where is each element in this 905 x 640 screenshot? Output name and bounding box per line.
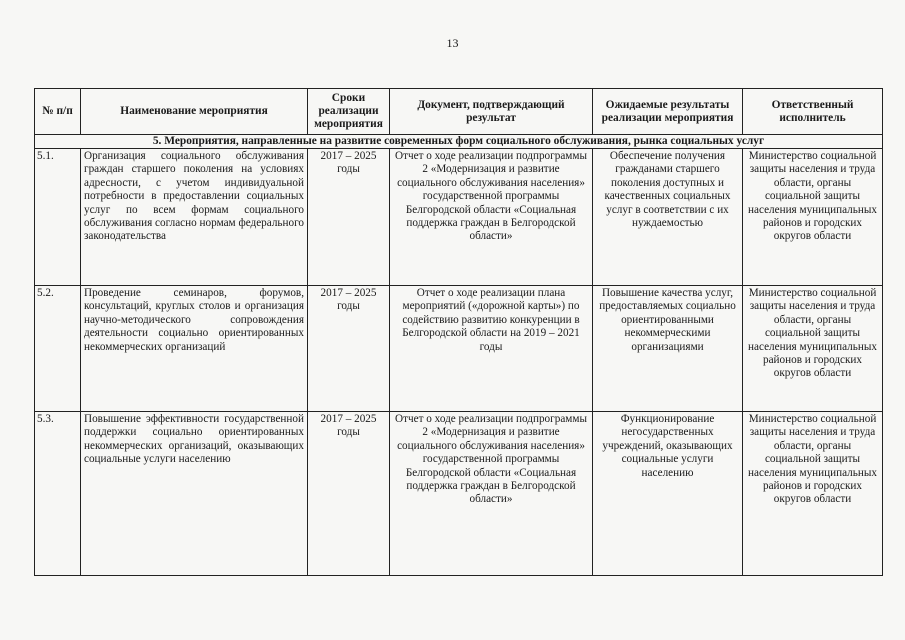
row-num: 5.1. (35, 149, 81, 286)
header-term: Сроки реализации мероприятия (308, 89, 390, 135)
row-expected: Обеспечение получения гражданами старшего поколения доступных и качественных социальных услуг в соответствии с их нуждаемостью (593, 149, 743, 286)
section-title: 5. Мероприятия, направленные на развитие современных форм социального обслуживания, рынка социальных услуг (35, 135, 883, 149)
row-term: 2017 – 2025 годы (308, 412, 390, 576)
table-header-row (35, 89, 883, 135)
table-row (35, 149, 883, 286)
row-doc: Отчет о ходе реализации подпрограммы 2 «Модернизация и развитие социального обслуживания населения» государственной программы Белгородской области «Социальная поддержка граждан в Белгородской области» (390, 149, 593, 286)
row-num: 5.3. (35, 412, 81, 576)
row-doc: Отчет о ходе реализации плана мероприятий («дорожной карты») по содействию развитию конкуренции в Белгородской области на 2019 – 2021 годы (390, 286, 593, 412)
row-name: Повышение эффективности государственной поддержки социально ориентированных некоммерческих организаций, оказывающих социальные услуги населению (81, 412, 308, 576)
row-executor: Министерство социальной защиты населения и труда области, органы социальной защиты населения муниципальных районов и городских округов области (743, 412, 883, 576)
header-num: № п/п (35, 89, 81, 135)
table-row (35, 286, 883, 412)
row-expected: Функционирование негосударственных учреждений, оказывающих социальные услуги населению (593, 412, 743, 576)
header-expected: Ожидаемые результаты реализации мероприятия (593, 89, 743, 135)
row-name: Организация социального обслуживания граждан старшего поколения на условиях адресности, с учетом индивидуальной потребности в предоставлении социальных услуг по всем формам социального обслуживания согласно нормам федерального законодательства (81, 149, 308, 286)
header-executor: Ответственный исполнитель (743, 89, 883, 135)
measures-table (34, 88, 883, 576)
row-num: 5.2. (35, 286, 81, 412)
section-row (35, 135, 883, 149)
row-name: Проведение семинаров, форумов, консультаций, круглых столов и организация научно-методического сопровождения деятельности социально ориентированных некоммерческих организаций (81, 286, 308, 412)
row-doc: Отчет о ходе реализации подпрограммы 2 «Модернизация и развитие социального обслуживания населения» государственной программы Белгородской области «Социальная поддержка граждан в Белгородской области» (390, 412, 593, 576)
header-doc: Документ, подтверждающий результат (390, 89, 593, 135)
row-term: 2017 – 2025 годы (308, 149, 390, 286)
row-executor: Министерство социальной защиты населения и труда области, органы социальной защиты населения муниципальных районов и городских округов области (743, 286, 883, 412)
header-name: Наименование мероприятия (81, 89, 308, 135)
row-executor: Министерство социальной защиты населения и труда области, органы социальной защиты населения муниципальных районов и городских округов области (743, 149, 883, 286)
row-expected: Повышение качества услуг, предоставляемых социально ориентированными некоммерческими организациями (593, 286, 743, 412)
table-row (35, 412, 883, 576)
row-term: 2017 – 2025 годы (308, 286, 390, 412)
page-number: 13 (446, 36, 459, 50)
